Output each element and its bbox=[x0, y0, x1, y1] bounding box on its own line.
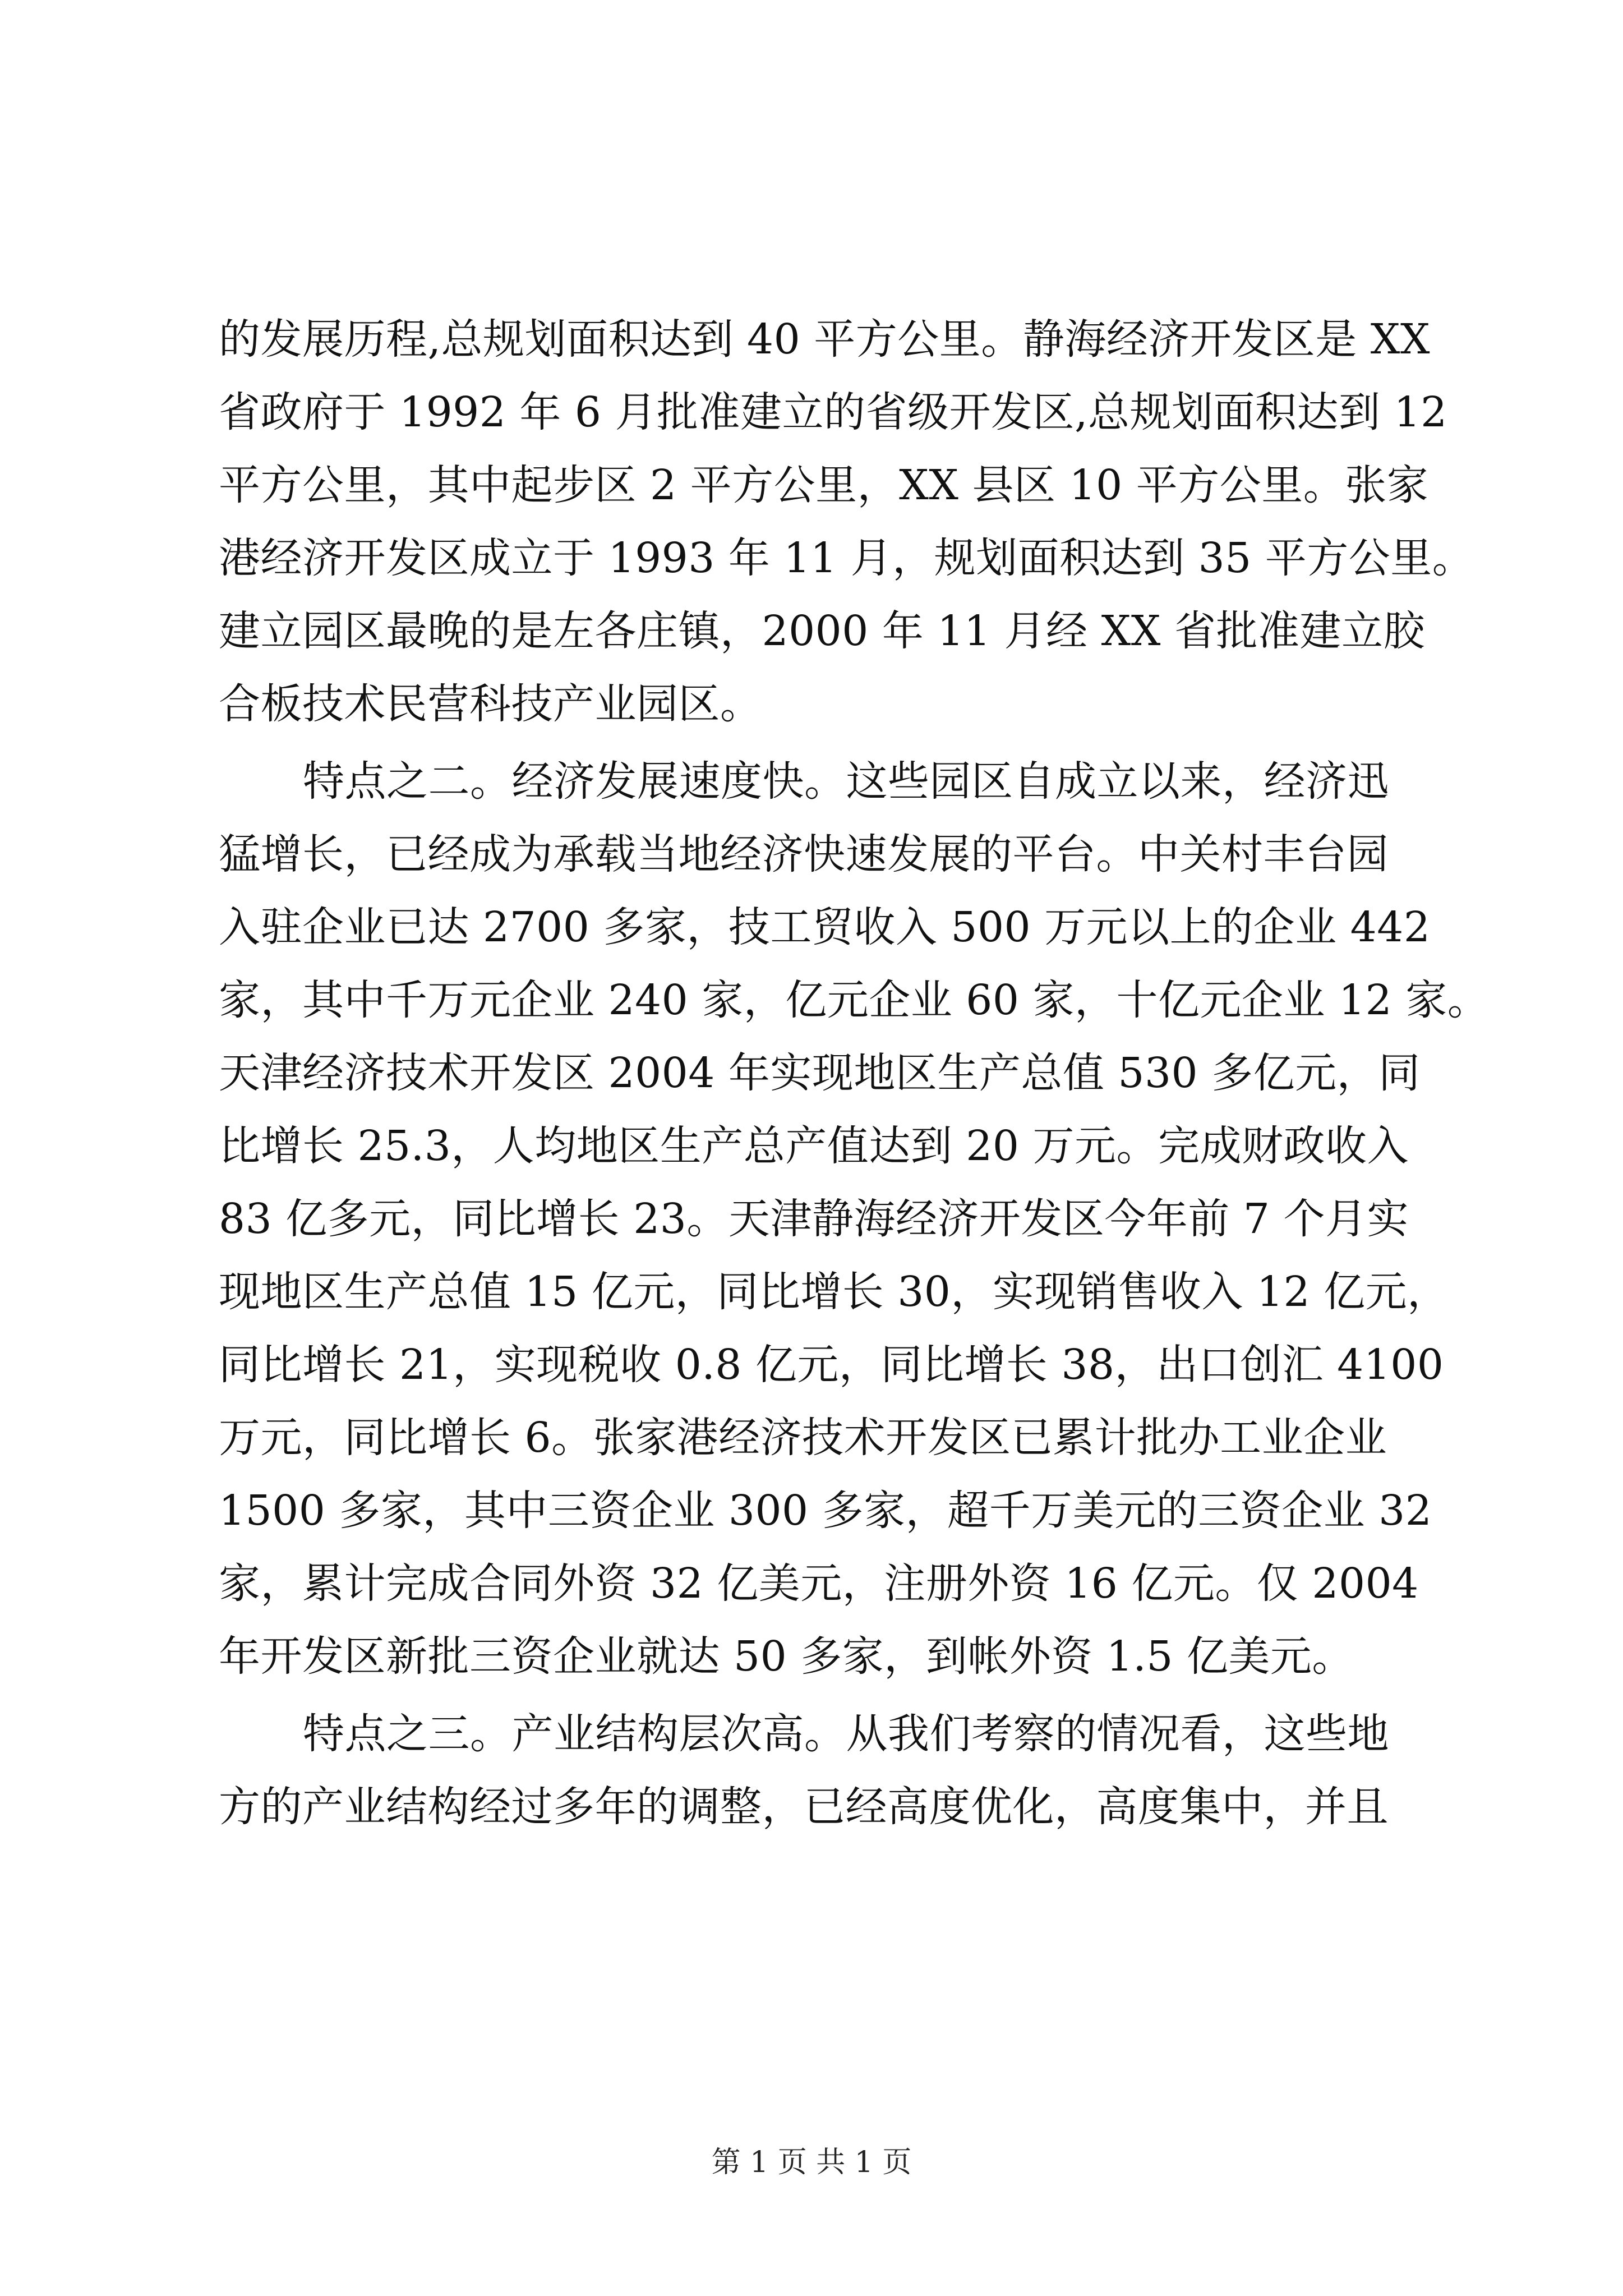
text-line: 万元，同比增长 6。张家港经济技术开发区已累计批办工业企业 bbox=[219, 1414, 1387, 1462]
text-line: 现地区生产总值 15 亿元，同比增长 30，实现销售收入 12 亿元， bbox=[219, 1268, 1449, 1316]
text-line: 特点之三。产业结构层次高。从我们考察的情况看，这些地 bbox=[303, 1710, 1389, 1758]
paragraph-gap bbox=[219, 1693, 1413, 1697]
text-line: 方的产业结构经过多年的调整，已经高度优化，高度集中，并且 bbox=[219, 1783, 1389, 1831]
page-number-label: 第 1 页 共 1 页 bbox=[711, 2146, 912, 2179]
text-line: 合板技术民营科技产业园区。 bbox=[219, 680, 762, 728]
text-line: 平方公里，其中起步区 2 平方公里，XX 县区 10 平方公里。张家 bbox=[219, 461, 1429, 509]
text-line: 家，其中千万元企业 240 家，亿元企业 60 家，十亿元企业 12 家。 bbox=[219, 976, 1490, 1024]
text-line: 港经济开发区成立于 1993 年 11 月，规划面积达到 35 平方公里。 bbox=[219, 534, 1474, 582]
text-line: 年开发区新批三资企业就达 50 多家，到帐外资 1.5 亿美元。 bbox=[219, 1632, 1354, 1681]
text-line: 特点之二。经济发展速度快。这些园区自成立以来，经济迅 bbox=[303, 757, 1389, 806]
text-line: 的发展历程,总规划面积达到 40 平方公里。静海经济开发区是 XX bbox=[219, 315, 1431, 364]
page-footer bbox=[0, 2143, 1623, 2182]
paragraph-gap bbox=[219, 740, 1413, 745]
text-line: 猛增长，已经成为承载当地经济快速发展的平台。中关村丰台园 bbox=[219, 830, 1389, 878]
text-line: 省政府于 1992 年 6 月批准建立的省级开发区,总规划面积达到 12 bbox=[219, 388, 1447, 436]
text-line: 1500 多家，其中三资企业 300 多家，超千万美元的三资企业 32 bbox=[219, 1487, 1432, 1535]
text-line: 天津经济技术开发区 2004 年实现地区生产总值 530 多亿元，同 bbox=[219, 1049, 1421, 1097]
text-line: 83 亿多元，同比增长 23。天津静海经济开发区今年前 7 个月实 bbox=[219, 1195, 1409, 1243]
document-body bbox=[219, 303, 1490, 1843]
text-line: 入驻企业已达 2700 多家，技工贸收入 500 万元以上的企业 442 bbox=[219, 903, 1431, 951]
text-line: 比增长 25.3，人均地区生产总产值达到 20 万元。完成财政收入 bbox=[219, 1122, 1409, 1170]
text-line: 家，累计完成合同外资 32 亿美元，注册外资 16 亿元。仅 2004 bbox=[219, 1559, 1419, 1608]
text-line: 建立园区最晚的是左各庄镇，2000 年 11 月经 XX 省批准建立胶 bbox=[219, 607, 1425, 655]
text-line: 同比增长 21，实现税收 0.8 亿元，同比增长 38，出口创汇 4100 bbox=[219, 1341, 1444, 1389]
